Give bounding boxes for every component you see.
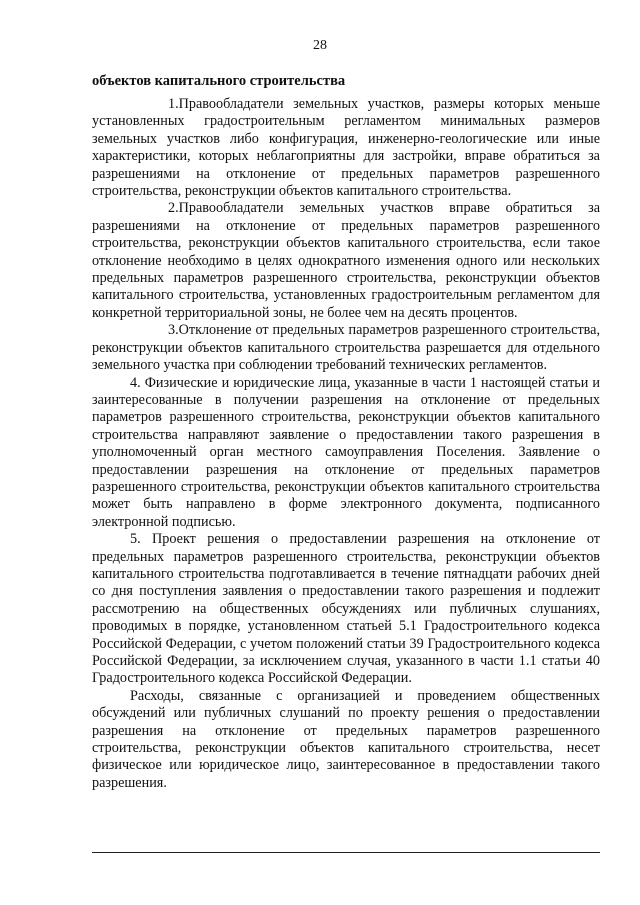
paragraph-2 [92,200,600,322]
paragraph-expenses [92,688,600,792]
page-number: 28 [313,38,327,53]
paragraph-4 [92,375,600,532]
section-heading-continuation: объектов капитального строительства [92,73,346,89]
footer-divider-line [92,852,600,853]
paragraph-number: 1. [168,96,179,112]
paragraph-3 [92,322,600,374]
paragraph-text: Отклонение от предельных параметров разрешенного строительства, реконструкции объектов капитального строительства разрешается для отдельного земельного участка при соблюдении требований технических регламентов. [92,322,600,374]
paragraph-text: Правообладатели земельных участков вправе обратиться за разрешениями на отклонение от предельных параметров разрешенного строительства, реконструкции объектов капитального строительства, если такое отклонение необходимо в целях однократного изменения одного или нескольких предельных параметров разрешенного строительства, реконструкции объектов капитального строительства, установленных градостроительным регламентом для конкретной территориальной зоны, не более чем на десять процентов. [92,200,600,321]
paragraph-1 [92,96,600,200]
document-body [92,96,600,792]
paragraph-text: Расходы, связанные с организацией и проведением общественных обсуждений или публичных слушаний по проекту решения о предоставлении разрешения на отклонение от предельных параметров разрешенного строительства, реконструкции объектов капитального строительства, несет физическое или юридическое лицо, заинтересованное в предоставлении такого разрешения. [92,687,600,791]
paragraph-number: 2. [168,200,179,217]
paragraph-text: 5. Проект решения о предоставлении разрешения на отклонение от предельных параметров разрешенного строительства, реконструкции объектов капитального строительства подготавливается в течение пятнадцати рабочих дней со дня поступления заявления о предоставлении такого разрешения и подлежит рассмотрению на общественных обсуждениях или публичных слушаниях, проводимых в порядке, установленном статьей 5.1 Градостроительного кодекса Российской Федерации, с учетом положений статьи 39 Градостроительного кодекса Российской Федерации, за исключением случая, указанного в части 1.1 статьи 40 Градостроительного кодекса Российской Федерации. [92,531,600,687]
paragraph-text: 4. Физические и юридические лица, указанные в части 1 настоящей статьи и заинтересованные в получении разрешения на отклонение от предельных параметров разрешенного строительства, реконструкции объектов капитального строительства направляют заявление о предоставлении такого разрешения в уполномоченный орган местного самоуправления Поселения. Заявление о предоставлении разрешения на отклонение от предельных параметров разрешенного строительства, реконструкции объектов капитального строительства может быть направлено в форме электронного документа, подписанного электронной подписью. [92,374,600,530]
paragraph-text: Правообладатели земельных участков, размеры которых меньше установленных градостроительным регламентом минимальных размеров земельных участков либо конфигурация, инженерно-геологические или иные характеристики, которых неблагоприятны для застройки, вправе обратиться за разрешениями на отклонение от предельных параметров разрешенного строительства, реконструкции объектов капитального строительства. [92,96,600,200]
paragraph-number: 3. [168,322,179,339]
paragraph-5 [92,531,600,688]
